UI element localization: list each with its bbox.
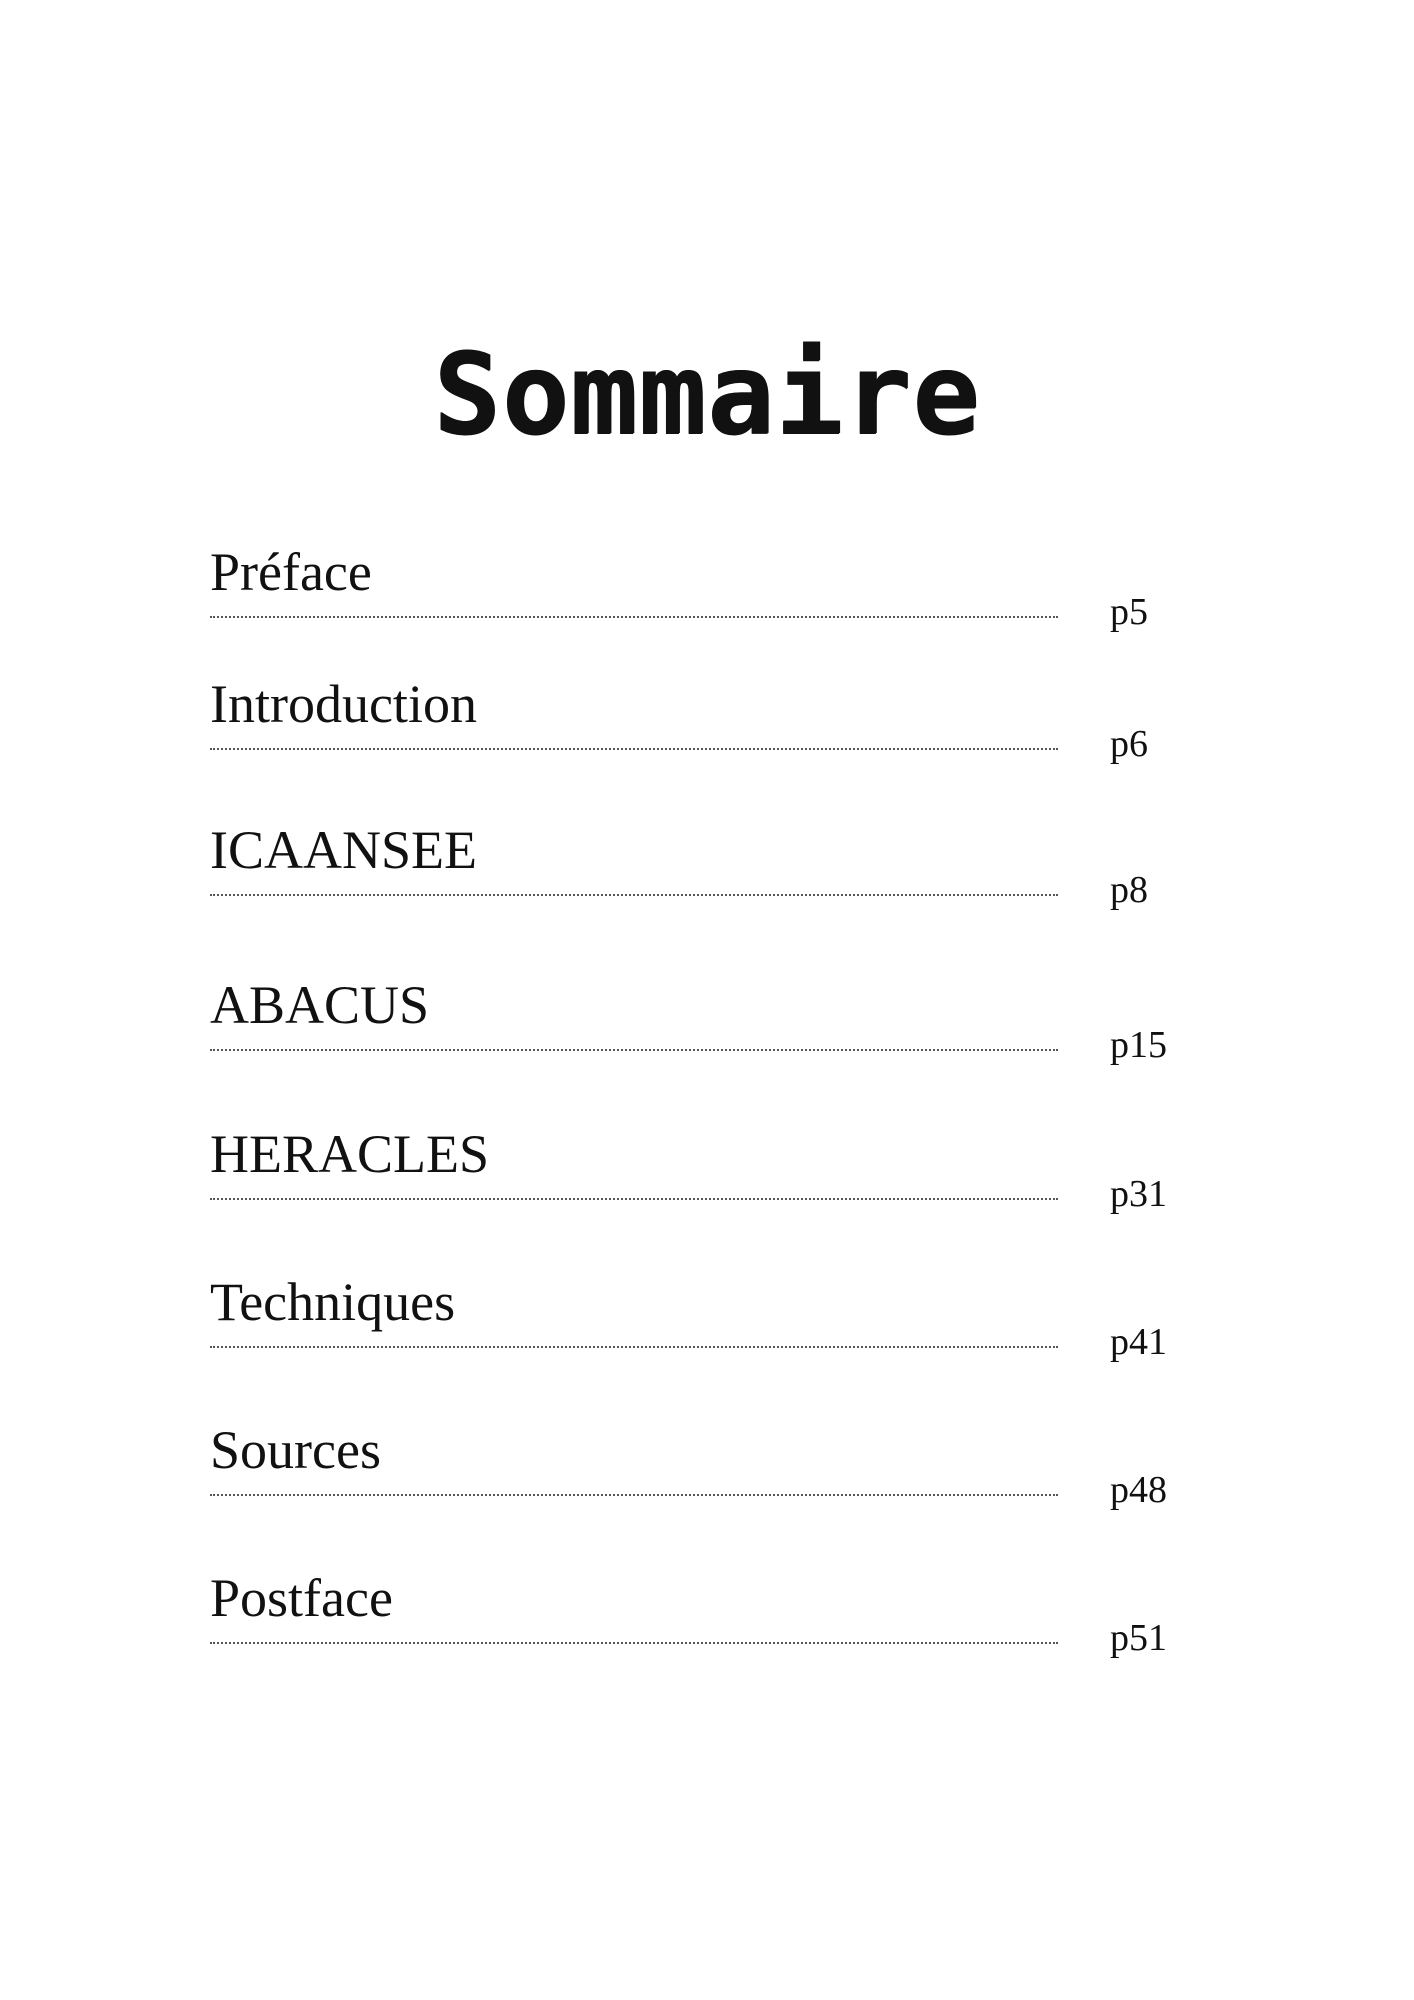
dot-leader xyxy=(210,894,1058,896)
dot-leader xyxy=(210,1049,1058,1051)
toc-entry-title: ABACUS xyxy=(210,975,430,1035)
toc-entry-introduction[interactable] xyxy=(210,672,1210,812)
toc-entry-title: Postface xyxy=(210,1568,393,1628)
toc-entry-title: ICAANSEE xyxy=(210,820,477,880)
dot-leader xyxy=(210,1494,1058,1496)
dot-leader xyxy=(210,1642,1058,1644)
toc-entry-preface[interactable] xyxy=(210,540,1210,680)
toc-entry-title: Introduction xyxy=(210,674,477,734)
page-title: Sommaire xyxy=(433,330,981,461)
toc-entry-page: p8 xyxy=(1110,869,1148,911)
toc-entry-abacus[interactable] xyxy=(210,973,1210,1113)
toc-entry-postface[interactable] xyxy=(210,1566,1210,1706)
toc-entry-icaansee[interactable] xyxy=(210,818,1210,958)
dot-leader xyxy=(210,1346,1058,1348)
toc-entry-page: p48 xyxy=(1110,1469,1167,1511)
toc-entry-sources[interactable] xyxy=(210,1418,1210,1558)
toc-entry-techniques[interactable] xyxy=(210,1270,1210,1410)
toc-entry-page: p31 xyxy=(1110,1173,1167,1215)
dot-leader xyxy=(210,1198,1058,1200)
toc-entry-heracles[interactable] xyxy=(210,1122,1210,1262)
toc-entry-title: Sources xyxy=(210,1420,381,1480)
toc-entry-page: p15 xyxy=(1110,1024,1167,1066)
toc-entry-title: HERACLES xyxy=(210,1124,490,1184)
toc-entry-page: p51 xyxy=(1110,1617,1167,1659)
dot-leader xyxy=(210,616,1058,618)
toc-entry-page: p41 xyxy=(1110,1321,1167,1363)
toc-entry-title: Techniques xyxy=(210,1272,456,1332)
dot-leader xyxy=(210,748,1058,750)
toc-entry-title: Préface xyxy=(210,542,372,602)
toc-entry-page: p6 xyxy=(1110,723,1148,765)
toc-entry-page: p5 xyxy=(1110,591,1148,633)
